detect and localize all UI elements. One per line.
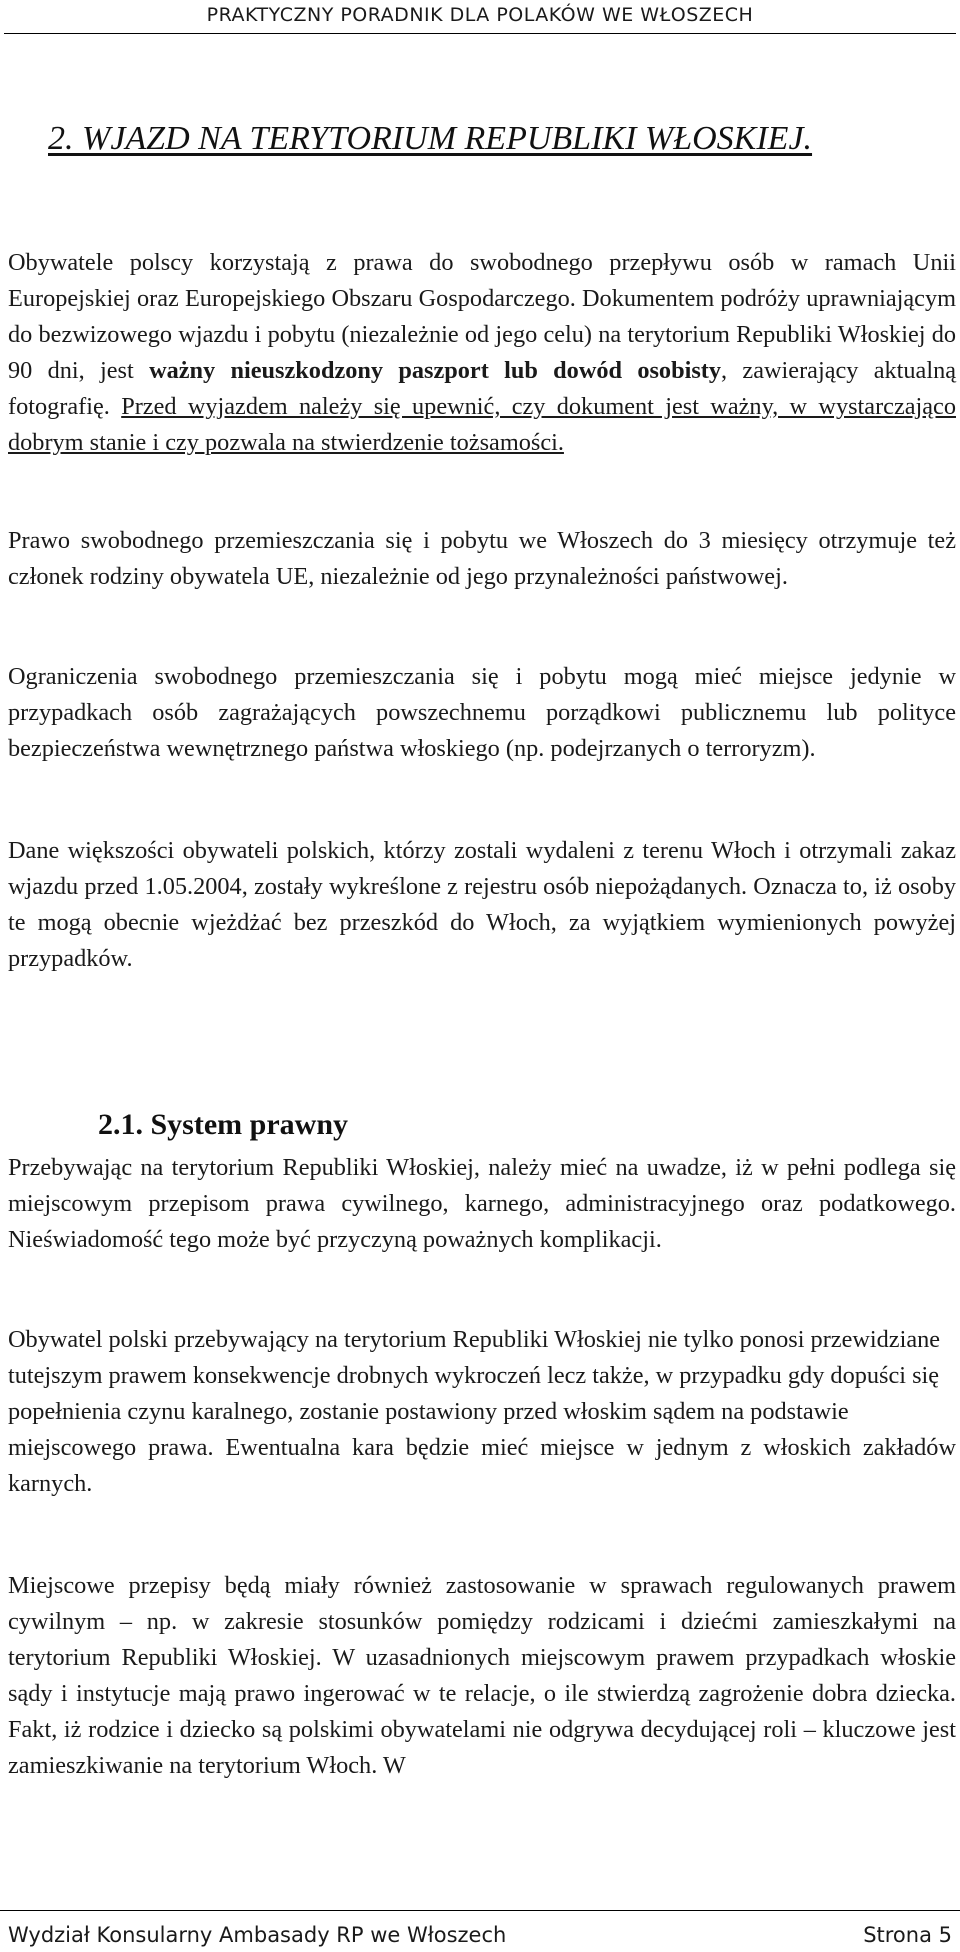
footer-divider (0, 1910, 960, 1911)
paragraph-text: Ograniczenia swobodnego przemieszczania się i pobytu mogą mieć miejsce jedynie w przypadkach osób zagrażających powszechnemu porządkowi publicznemu lub polityce bezpieczeństwa wewnętrznego państwa włoskiego (np. podejrzanych o terroryzm). (8, 663, 956, 762)
paragraph-travel-documents (8, 245, 956, 461)
running-header: PRAKTYCZNY PORADNIK DLA POLAKÓW WE WŁOSZECH (206, 4, 754, 26)
paragraph-civil-law (8, 1568, 956, 1784)
page-number: Strona 5 (863, 1923, 952, 1947)
paragraph-text: Miejscowe przepisy będą miały również zastosowanie w sprawach regulowanych prawem cywilnym – np. w zakresie stosunków pomiędzy rodzicami i dziećmi zamieszkałymi na terytorium Republiki Włoskiej. W uzasadnionych miejscowym prawem przypadkach włoskie sądy i instytucje mają prawo ingerować w te relacje, o ile stwierdzą zagrożenie dobra dziecka. Fakt, iż rodzice i dziecko są polskimi obywatelami nie odgrywa decydującej roli – kluczowe jest zamieszkiwanie na terytorium Włoch. W (8, 1572, 956, 1779)
paragraph-expulsion-register (8, 833, 956, 977)
section-title: 2. WJAZD NA TERYTORIUM REPUBLIKI WŁOSKIEJ. (48, 120, 813, 157)
paragraph-criminal-liability (8, 1322, 956, 1502)
paragraph-text: Przebywając na terytorium Republiki Włoskiej, należy mieć na uwadze, iż w pełni podlega się miejscowym przepisom prawa cywilnego, karnego, administracyjnego oraz podatkowego. Nieświadomość tego może być przyczyną poważnych komplikacji. (8, 1154, 956, 1253)
header-divider (4, 33, 956, 34)
paragraph-text: miejscowego prawa. Ewentualna kara będzie mieć miejsce w jednym z włoskich zakładów karnych. (8, 1434, 956, 1497)
paragraph-restrictions (8, 659, 956, 767)
page-footer (8, 1920, 952, 1950)
footer-issuer: Wydział Konsularny Ambasady RP we Włoszech (8, 1923, 507, 1947)
paragraph-text: , zawierający aktualną fotografię. (8, 357, 957, 420)
paragraph-text: Dane większości obywateli polskich, którzy zostali wydaleni z terenu Włoch i otrzymali zakaz wjazdu przed 1.05.2004, zostały wykreślone z rejestru osób niepożądanych. Oznacza to, iż osoby te mogą obecnie wjeżdżać bez przeszkód do Włoch, za wyjątkiem wymienionych powyżej przypadków. (8, 837, 956, 972)
paragraph-text: Prawo swobodnego przemieszczania się i pobytu we Włoszech do 3 miesięcy otrzymuje też członek rodziny obywatela UE, niezależnie od jego przynależności państwowej. (8, 527, 956, 590)
paragraph-text: Obywatel polski przebywający na terytorium Republiki Włoskiej nie tylko ponosi przewidziane tutejszym prawem konsekwencje drobnych wykroczeń lecz także, w przypadku gdy dopuści się popełnienia czynu karalnego, zostanie postawiony przed włoskim sądem na podstawie (8, 1326, 941, 1425)
required-documents-bold: ważny nieuszkodzony paszport lub dowód osobisty (149, 357, 722, 384)
paragraph-text: Obywatele polscy korzystają z prawa do swobodnego przepływu osób w ramach Unii Europejskiej oraz Europejskiego Obszaru Gospodarczego. Dokumentem podróży uprawniającym do bezwizowego wjazdu i pobytu (niezależnie od jego celu) na terytorium Republiki Włoskiej do 90 dni, jest (8, 249, 956, 384)
subsection-title: 2.1. System prawny (98, 1108, 349, 1141)
document-validity-note: Przed wyjazdem należy się upewnić, czy dokument jest ważny, w wystarczająco dobrym stanie i czy pozwala na stwierdzenie tożsamości. (8, 393, 956, 456)
paragraph-family-members (8, 523, 956, 595)
paragraph-local-law (8, 1150, 956, 1258)
